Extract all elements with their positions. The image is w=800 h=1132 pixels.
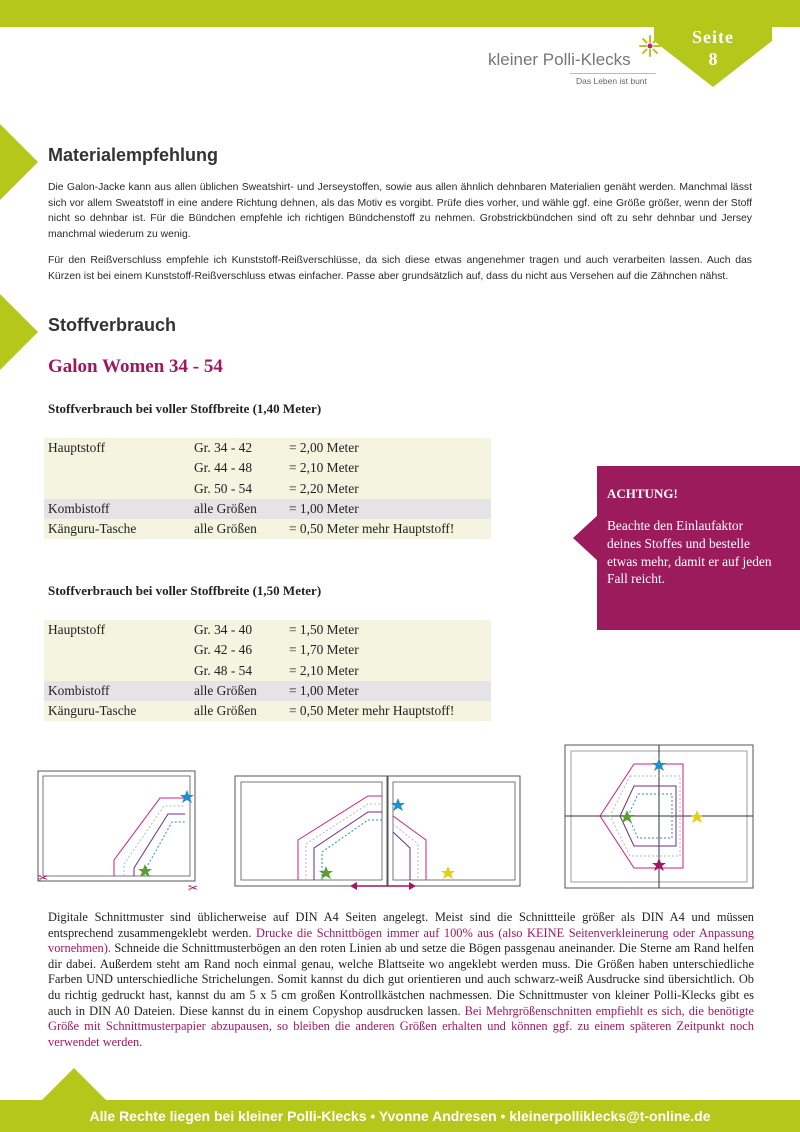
table-1-title: Stoffverbrauch bei voller Stoffbreite (1,40 Meter)	[48, 401, 322, 416]
instructions-part-1: Digitale Schnittmuster sind üblicherweise auf DIN A4 Seiten angelegt. Meist sind die Schnittteile größer als DIN A4 und müssen entsprechend zusammengeklebt werden.	[48, 910, 754, 940]
svg-text:✂: ✂	[38, 871, 49, 885]
size-cell: Gr. 50 - 54	[194, 480, 253, 496]
consumption-table-1	[44, 438, 491, 539]
instructions-highlight-1: Drucke die Schnittbögen immer auf 100% aus (also KEINE Seitenverkleinerung oder Anpassung vornehmen).	[48, 925, 754, 956]
consumption-table-2	[44, 620, 491, 721]
size-cell: alle Größen	[194, 682, 257, 698]
table-row	[44, 681, 491, 701]
page-label: Seite	[692, 27, 734, 47]
header-bar	[0, 0, 800, 27]
fabric-cell: Känguru-Tasche	[48, 521, 137, 537]
footer-marker	[42, 1068, 106, 1100]
fabric-cell: Känguru-Tasche	[48, 703, 137, 719]
table-row	[44, 519, 491, 539]
star-icon	[690, 810, 704, 823]
table-row	[44, 499, 491, 519]
table-row	[44, 701, 491, 721]
size-cell: Gr. 48 - 54	[194, 662, 253, 678]
instructions-part-2: Schneide die Schnittmusterbögen an den roten Linien ab und setze die Bögen passgenau aneinander. Die Sterne am Rand helfen dir dabei. Außerdem steht am Rand noch einmal genau, welche Blattseite wo angeklebt werden muss. Die Größen haben unterschiedliche Farben UND unterschiedliche Strichelungen. Somit kannst du dich gut orientieren und auch schwarz-weiß Ausdrucke sind übersichtlich. Ob du richtig gedruckt hast, kannst du am 5 x 5 cm großen Kontrollkästchen nachmessen. Die Schnittmuster von kleiner Polli-Klecks gibt es auch in DIN A0 Dateien. Diese kannst du in einem Copyshop ausdrucken lassen.	[48, 941, 754, 1018]
double-arrow-icon	[350, 882, 416, 890]
amount-cell: = 2,00 Meter	[289, 440, 359, 455]
diagram-sheet-right	[350, 776, 520, 890]
page-number-tab	[654, 27, 772, 87]
table-row	[44, 640, 491, 660]
material-paragraph-2: Für den Reißverschluss empfehle ich Kunststoff-Reißverschlüsse, da sich diese etwas angenehmer tragen und auch verarbeiten lassen. Auch das Kürzen ist bei einem Kunststoff-Reißverschluss etwas einfacher. Passe aber grundsätzlich auf, dass du nicht aus Versehen auf die Zähnchen nähst.	[48, 255, 752, 282]
product-title: Galon Women 34 - 54	[48, 356, 223, 377]
amount-cell: = 1,00 Meter	[289, 682, 359, 698]
table-row	[44, 479, 491, 499]
table-2-title: Stoffverbrauch bei voller Stoffbreite (1,50 Meter)	[48, 583, 322, 598]
material-paragraph-1: Die Galon-Jacke kann aus allen üblichen Sweatshirt- und Jerseystoffen, sowie aus allen ähnlich dehnbaren Materialien genäht werden. Manchmal lässt sich vor allem Sweatstoff in eine andere Richtung dehnen, als das Motiv es vorgibt. Prüfe dies vorher, und wähle ggf. eine Größe größer, wenn der Stoff nicht so dehnbar ist. Für die Bündchen empfehle ich richtigen Bündchenstoff zu nehmen. Grobstrickbündchen sind oft zu sehr dehnbar und Jersey manchmal wiederum zu wenig.	[48, 182, 752, 240]
instructions-text	[48, 910, 754, 1050]
scissors-icon	[38, 871, 48, 885]
instructions-highlight-2: Bei Mehrgrößenschnitten empfiehlt es sich, die benötigte Größe mit Schnittmusterpapier abzupausen, so bleiben die anderen Größen erhalten und können ggf. zu einem späteren Zeitpunkt noch verwendet werden.	[48, 1003, 754, 1049]
diagram-four-sheets	[565, 745, 753, 888]
fabric-cell: Hauptstoff	[48, 440, 106, 455]
diagram-sheet-left	[235, 776, 405, 886]
table-row	[44, 661, 491, 681]
star-icon	[319, 866, 333, 879]
size-cell: Gr. 34 - 40	[194, 622, 253, 637]
fabric-cell: Kombistoff	[48, 500, 110, 516]
table-row	[44, 438, 491, 458]
section-marker-material	[0, 124, 40, 200]
svg-text:✂: ✂	[188, 881, 199, 895]
consumption-heading: Stoffverbrauch	[48, 315, 177, 335]
callout-pointer	[573, 514, 599, 562]
fabric-cell: Kombistoff	[48, 682, 110, 698]
callout-title: ACHTUNG!	[607, 486, 678, 501]
amount-cell: = 1,70 Meter	[289, 642, 359, 658]
size-cell: alle Größen	[194, 703, 257, 719]
star-icon	[138, 864, 152, 877]
scissors-icon	[188, 881, 198, 895]
amount-cell: = 2,10 Meter	[289, 460, 359, 476]
star-icon	[180, 790, 194, 803]
amount-cell: = 0,50 Meter mehr Hauptstoff!	[289, 703, 455, 719]
brand-name: kleiner Polli-Klecks	[488, 50, 631, 69]
table-row	[44, 620, 491, 640]
size-cell: Gr. 44 - 48	[194, 460, 253, 476]
size-cell: Gr. 34 - 42	[194, 440, 253, 455]
size-cell: alle Größen	[194, 500, 257, 516]
fabric-cell: Hauptstoff	[48, 622, 106, 637]
logo-underline	[570, 73, 656, 74]
diagram-single-sheet	[38, 771, 198, 895]
warning-callout	[597, 466, 800, 630]
footer-text: Alle Rechte liegen bei kleiner Polli-Klecks • Yvonne Andresen • kleinerpolliklecks@t-online.de	[89, 1108, 711, 1124]
table-row	[44, 458, 491, 478]
pattern-assembly-diagrams	[30, 740, 770, 900]
brand-tagline: Das Leben ist bunt	[576, 76, 647, 86]
amount-cell: = 2,20 Meter	[289, 480, 359, 496]
section-marker-consumption	[0, 294, 40, 370]
splash-icon	[638, 34, 662, 58]
size-cell: alle Größen	[194, 521, 257, 537]
size-cell: Gr. 42 - 46	[194, 642, 253, 658]
footer-bar	[0, 1100, 800, 1132]
amount-cell: = 2,10 Meter	[289, 662, 359, 678]
amount-cell: = 1,00 Meter	[289, 500, 359, 516]
page-number: 8	[708, 49, 718, 69]
amount-cell: = 1,50 Meter	[289, 622, 359, 637]
amount-cell: = 0,50 Meter mehr Hauptstoff!	[289, 521, 455, 537]
material-heading: Materialempfehlung	[48, 145, 219, 165]
brand-logo	[488, 44, 668, 94]
star-icon	[441, 866, 455, 879]
callout-body: Beachte den Einlaufaktor deines Stoffes und bestelle etwas mehr, damit er auf jeden Fall reicht.	[607, 518, 772, 587]
